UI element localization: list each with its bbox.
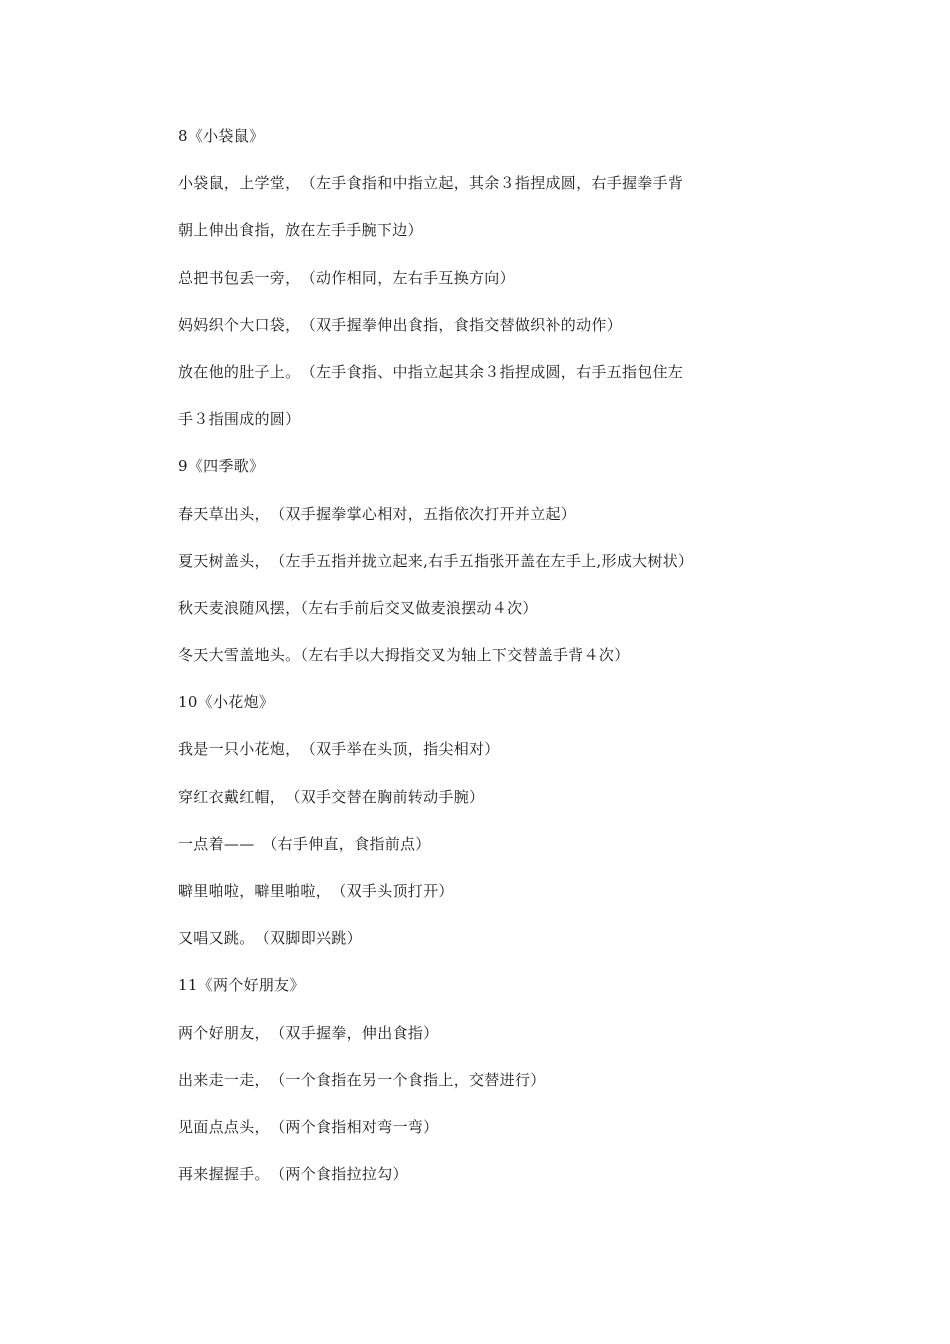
text-line: 妈妈织个大口袋， （双手握拳伸出食指，食指交替做织补的动作） <box>178 315 623 334</box>
text-line: 两个好朋友， （双手握拳，伸出食指） <box>178 1023 439 1042</box>
text-line: 噼里啪啦，噼里啪啦， （双手头顶打开） <box>178 882 454 900</box>
text-line: 见面点点头， （两个食指相对弯一弯） <box>178 1117 439 1136</box>
text-line: 我是一只小花炮， （双手举在头顶，指尖相对） <box>178 740 500 759</box>
text-line: 秋天麦浪随风摆，（左右手前后交叉做麦浪摆动４次） <box>178 598 538 617</box>
text-line: 冬天大雪盖地头。（左右手以大拇指交叉为轴上下交替盖手背４次） <box>178 646 630 665</box>
text-line: 一点着—— （右手伸直，食指前点） <box>178 834 431 853</box>
song-title-xiaohuapao: 10《小花炮》 <box>178 693 275 712</box>
text-line: 手３指围成的圆） <box>178 410 301 429</box>
text-line: 穿红衣戴红帽， （双手交替在胸前转动手腕） <box>178 787 485 806</box>
song-title-sijige: 9《四季歌》 <box>178 457 265 476</box>
song-title-xiaodaishu: 8《小袋鼠》 <box>178 127 265 145</box>
document-page <box>178 118 878 1203</box>
text-line: 再来握握手。 （两个食指拉拉勾） <box>178 1165 408 1184</box>
text-line: 小袋鼠，上学堂， （左手食指和中指立起，其余３指捏成圆，右手握拳手背 <box>178 174 684 193</box>
text-line: 春天草出头， （双手握拳掌心相对，五指依次打开并立起） <box>178 504 577 523</box>
text-line: 出来走一走， （一个食指在另一个食指上，交替进行） <box>178 1070 546 1089</box>
text-line: 夏天树盖头， （左手五指并拢立起来,右手五指张开盖在左手上,形成大树状） <box>178 551 694 570</box>
text-line: 朝上伸出食指，放在左手手腕下边） <box>178 221 423 240</box>
text-line: 放在他的肚子上。 （左手食指、中指立起其余３指捏成圆，右手五指包住左 <box>178 362 684 381</box>
text-line: 又唱又跳。 （双脚即兴跳） <box>178 929 362 948</box>
text-line: 总把书包丢一旁， （动作相同，左右手互换方向） <box>178 268 515 287</box>
song-title-lianggehaopengyou: 11《两个好朋友》 <box>178 976 305 995</box>
